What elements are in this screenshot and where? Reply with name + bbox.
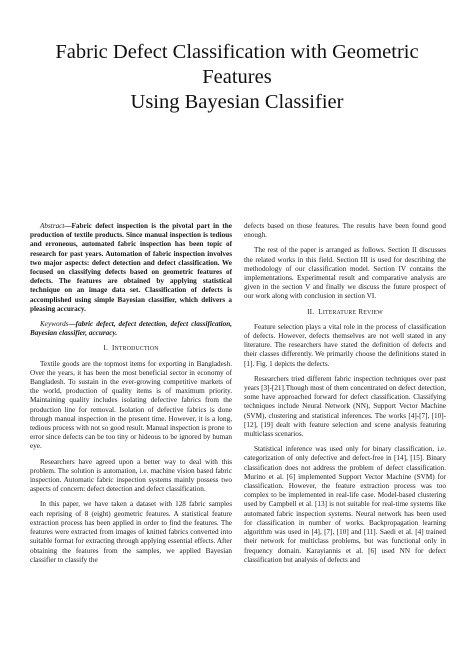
left-column	[30, 222, 232, 571]
literature-paragraph-3: Statistical inference was used only for binary classification, i.e. categorization of only defective and defect-free in [14], [15]. Binary classification does not address the problem of defect classification. Murino et al. [6] implemented Support Vector Machine (SVM) for classification. However, the feature extraction process was too complex to be implemented in real-life case. Model-based clustering used by Campbell et al. [13] is not suitable for real-time systems like automated fabric inspection systems. Neural network has been used for classification in number of works. Backpropagation learning algorithm was used in [4], [7], [10] and [11]. Saedi et al. [4] trained their network for multiclass problems, but was functional only in frequency domain. Karayiannis et al. [6] used NN for defect classification but analysis of defects and	[244, 445, 446, 564]
intro-heading-number: I.	[103, 344, 108, 353]
abstract-text: —Fabric defect inspection is the pivotal part in the production of textile products. Since manual inspection is tedious and erroneous, automated fabric inspection has been topic of research for past years. Automation of fabric inspection involves two major aspects: defect detection and defect classification. We focused on classifying defects based on geometric features of defects. The features are obtained by applying statistical technique on an image data set. Classification of defects is accomplished using simple Bayesian classifier, which delivers a pleasing accuracy.	[30, 222, 232, 313]
intro-continuation: defects based on those features. The results have been found good enough.	[244, 222, 446, 240]
literature-paragraph-1: Feature selection plays a vital role in the process of classification of defects. However, defects themselves are not well stated in any literature. The researchers have stated the definition of defects and their classes differently. We primarily choose the definitions stated in [1]. Fig. 1 depicts the defects.	[244, 322, 446, 368]
paper-title	[20, 40, 454, 115]
title-line-1: Fabric Defect Classification with Geometric Features	[55, 41, 419, 88]
paper-organization-paragraph: The rest of the paper is arranged as follows. Section II discusses the related works in this field. Section III is used for describing the methodology of our classification model. Section IV contains the implementations. Experimental result and comparative analysis are given in the section V and finally we discuss the future prospect of our work along with conclusion in section VI.	[244, 246, 446, 301]
intro-paragraph-2: Researchers have agreed upon a better way to deal with this problem. The solution is automation, i.e. machine vision based fabric inspection. Automatic fabric inspection systems mainly possess two aspects of concern: defect detection and defect classification.	[30, 457, 232, 494]
keywords-label: Keywords	[40, 320, 69, 329]
keywords	[30, 320, 232, 338]
abstract	[30, 222, 232, 314]
right-column	[244, 222, 446, 571]
intro-heading-initial: I	[111, 344, 115, 353]
literature-paragraph-2: Researchers tried different fabric inspection techniques over past years [3]-[21].Though most of them concentrated on defect detection, some have approached forward for defect classification. Classifying techniques include Neural Network (NN), Support Vector Machine (SVM), clustering and statistical inferences. The works [4]-[7], [10]-[12], [19] dealt with feature selection and scene analysis featuring multiclass scenarios.	[244, 374, 446, 439]
section-heading-introduction	[30, 344, 232, 354]
lit-heading-number: II.	[307, 307, 315, 316]
abstract-label: Abstract	[40, 222, 65, 230]
section-heading-literature-review	[244, 308, 446, 318]
lit-heading-w2-initial: R	[358, 307, 364, 316]
intro-paragraph-1: Textile goods are the topmost items for exporting in Bangladesh. Over the years, it has been the most beneficial sector in economy of Bangladesh. To sustain in the ever-growing competitive markets of the world, production of quality items is of maximum priority. Maintaining quality includes isolating defective fabrics from the production line for removal. Isolation of defective fabrics is done through manual inspection in the present time. However, it is a long, tedious process with not so good result. Manual inspection is prone to error since defects can be too tiny or hideous to be ignored by human eye.	[30, 359, 232, 451]
lit-heading-w1-initial: L	[318, 307, 323, 316]
keywords-text: —fabric defect, defect detection, defect classification, Bayesian classifier, accuracy.	[30, 320, 232, 338]
intro-heading-rest: NTRODUCTION	[114, 346, 159, 353]
title-line-2: Using Bayesian Classifier	[130, 91, 344, 113]
lit-heading-w2-rest: EVIEW	[363, 309, 383, 316]
intro-paragraph-3: In this paper, we have taken a dataset with 128 fabric samples each reprising of 8 (eight) geometric features. A statistical feature extraction process has been applied in order to find the features. The features were extracted from images of knitted fabrics converted into suitable format for extracting through applying essential effects. After obtaining the features from the samples, we applied Bayesian classifier to classify the	[30, 500, 232, 564]
lit-heading-w1-rest: ITERATURE	[322, 309, 357, 316]
